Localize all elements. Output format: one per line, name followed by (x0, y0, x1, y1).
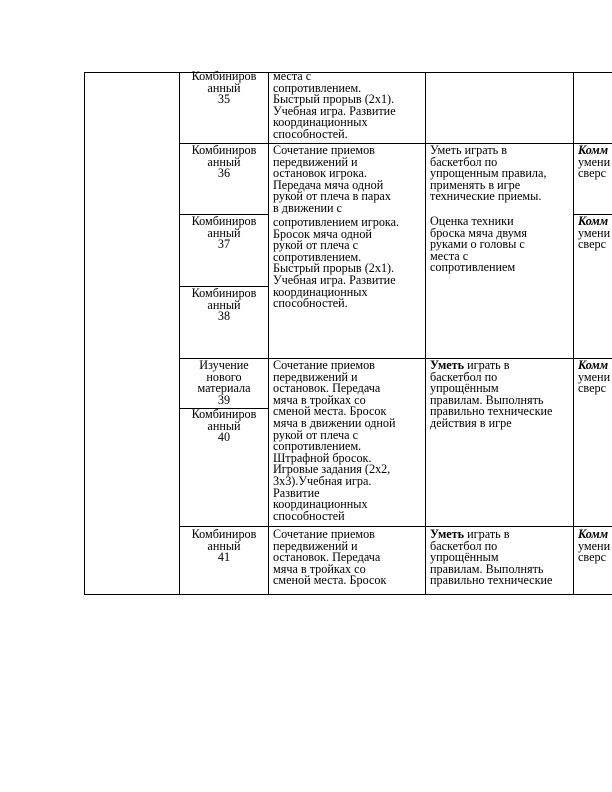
lesson-number: 37 (217, 237, 231, 251)
uud-line: умени (578, 369, 611, 384)
uud-heading: Комм (578, 529, 609, 541)
content-line: Развитие (273, 485, 320, 500)
results-line: упрощённым (430, 381, 499, 396)
content-line: координационных (273, 497, 368, 512)
results-line: правильно технические (430, 573, 553, 588)
lesson-type-line: анный (207, 418, 241, 433)
table-bottom-border (84, 594, 612, 595)
lesson-type-cell (180, 529, 268, 564)
lesson-type-line: Комбиниров (191, 288, 257, 300)
results-line-rest: играть в (464, 529, 510, 541)
results-line: упрощённым (430, 550, 499, 565)
lesson-type-line: Комбиниров (191, 529, 257, 541)
lesson-type-line: Комбиниров (191, 71, 257, 83)
results-line: применять в игре (430, 177, 521, 192)
results-cell (430, 216, 573, 274)
lesson-type-line: анный (207, 297, 241, 312)
content-line: координационных (273, 115, 368, 130)
uud-heading: Комм (578, 216, 609, 228)
results-line: действия в игре (430, 415, 512, 430)
column-divider-4 (573, 72, 574, 595)
content-line: остановок. Передача (273, 381, 381, 396)
content-line: Бросок мяча одной (273, 226, 372, 241)
results-line: Оценка техники (430, 216, 514, 228)
content-line: передвижений и (273, 538, 358, 553)
uud-heading: Комм (578, 145, 609, 157)
lesson-type-cell (180, 216, 268, 251)
content-line: мяча в движении одной (273, 415, 396, 430)
uud-line: умени (578, 154, 611, 169)
content-line: Сочетание приемов (273, 145, 375, 157)
results-line: места с (430, 248, 469, 263)
uud-line: сверс (578, 237, 607, 251)
results-line: баскетбол по (430, 538, 498, 553)
lesson-type-line: Комбиниров (191, 409, 257, 421)
column-divider-3 (425, 72, 426, 595)
lesson-type-line: анный (207, 538, 241, 553)
lesson-type-cell (180, 288, 268, 323)
results-emphasis: Уметь (430, 529, 465, 541)
row-separator (179, 143, 612, 144)
uud-line: сверс (578, 166, 607, 180)
content-line: передвижений и (273, 369, 358, 384)
content-line: сопротивлением. (273, 439, 362, 454)
content-line: сменой места. Бросок (273, 404, 387, 419)
results-line: правильно технические (430, 404, 553, 419)
lesson-number: 39 (217, 392, 231, 407)
content-line: рукой от плеча с (273, 238, 359, 253)
uud-heading: Комм (578, 360, 609, 372)
lesson-number: 38 (217, 309, 231, 323)
results-line: броска мяча двумя (430, 225, 527, 240)
results-cell (430, 529, 573, 593)
lesson-content-cell (273, 217, 425, 310)
content-line: Сочетание приемов (273, 360, 375, 372)
lesson-content-cell (273, 529, 425, 593)
content-line: рукой от плеча с (273, 427, 359, 442)
results-line: баскетбол по (430, 154, 498, 169)
lesson-type-cell (180, 71, 268, 106)
content-line: в движении с (273, 200, 342, 214)
row-separator (179, 214, 269, 215)
results-line: сопротивлением (430, 260, 516, 274)
lesson-content-cell (273, 360, 425, 522)
lesson-content-cell (273, 145, 425, 214)
results-line: баскетбол по (430, 369, 498, 384)
content-line: сопротивлением игрока. (273, 217, 400, 229)
content-line: Быстрый прорыв (2х1). (273, 92, 395, 107)
content-line: рукой от плеча в парах (273, 189, 391, 204)
uud-line: сверс (578, 550, 607, 564)
content-line: места с (273, 71, 312, 83)
content-line: Передача мяча одной (273, 177, 384, 192)
results-line: руками о головы с (430, 237, 525, 252)
content-line: передвижений и (273, 154, 358, 169)
results-cell (430, 145, 573, 203)
uud-cell (578, 216, 612, 251)
uud-cell (578, 360, 612, 395)
results-line: правилам. Выполнять (430, 561, 544, 576)
results-line-rest: играть в (464, 360, 510, 372)
uud-line: умени (578, 538, 611, 553)
content-line: мяча в тройках со (273, 392, 366, 407)
content-line: 3х3).Учебная игра. (273, 473, 372, 488)
row-separator (179, 286, 269, 287)
content-line: координационных (273, 284, 368, 299)
uud-cell (578, 145, 612, 180)
lesson-type-line: Комбиниров (191, 216, 257, 228)
content-line: сменой места. Бросок (273, 573, 387, 588)
content-line: Сочетание приемов (273, 529, 375, 541)
row-separator (573, 214, 612, 215)
content-line: Игровые задания (2х2, (273, 462, 391, 477)
results-emphasis: Уметь (430, 360, 465, 372)
lesson-type-line: Изучение (199, 360, 249, 372)
content-line: мяча в тройках со (273, 561, 366, 576)
lesson-type-line: анный (207, 154, 241, 169)
content-line: способностей. (273, 126, 348, 141)
content-line: способностей. (273, 296, 348, 310)
uud-line: умени (578, 225, 611, 240)
results-line: упрощенным правила, (430, 166, 547, 181)
results-line: Уметь играть в (430, 145, 508, 157)
results-line: правилам. Выполнять (430, 392, 544, 407)
row-separator (179, 526, 612, 527)
content-line: Быстрый прорыв (2х1). (273, 261, 395, 276)
lesson-type-line: нового (206, 369, 242, 384)
content-line: способностей (273, 508, 345, 523)
content-line: сопротивлением. (273, 249, 362, 264)
content-line: сопротивлением. (273, 80, 362, 95)
uud-line: сверс (578, 381, 607, 395)
lesson-type-cell (180, 360, 268, 406)
content-line: Штрафной бросок. (273, 450, 372, 465)
uud-cell (578, 529, 612, 564)
column-divider-2 (268, 72, 269, 595)
lesson-type-line: Комбиниров (191, 145, 257, 157)
content-line: остановок. Передача (273, 550, 381, 565)
row-separator (179, 358, 612, 359)
table-left-border (84, 72, 85, 595)
lesson-content-cell (273, 71, 425, 141)
lesson-type-cell (180, 145, 268, 180)
content-line: Учебная игра. Развитие (273, 272, 396, 287)
lesson-type-line: анный (207, 225, 241, 240)
content-line: остановок игрока. (273, 166, 367, 181)
lesson-type-line: анный (207, 80, 241, 95)
lesson-type-line: материала (197, 381, 251, 396)
results-line: технические приемы. (430, 189, 542, 203)
lesson-number: 35 (217, 92, 231, 106)
lesson-number: 36 (217, 166, 231, 180)
results-cell (430, 360, 573, 430)
lesson-number: 40 (217, 430, 231, 444)
content-line: Учебная игра. Развитие (273, 103, 396, 118)
lesson-type-cell (180, 409, 268, 444)
lesson-number: 41 (217, 550, 231, 564)
